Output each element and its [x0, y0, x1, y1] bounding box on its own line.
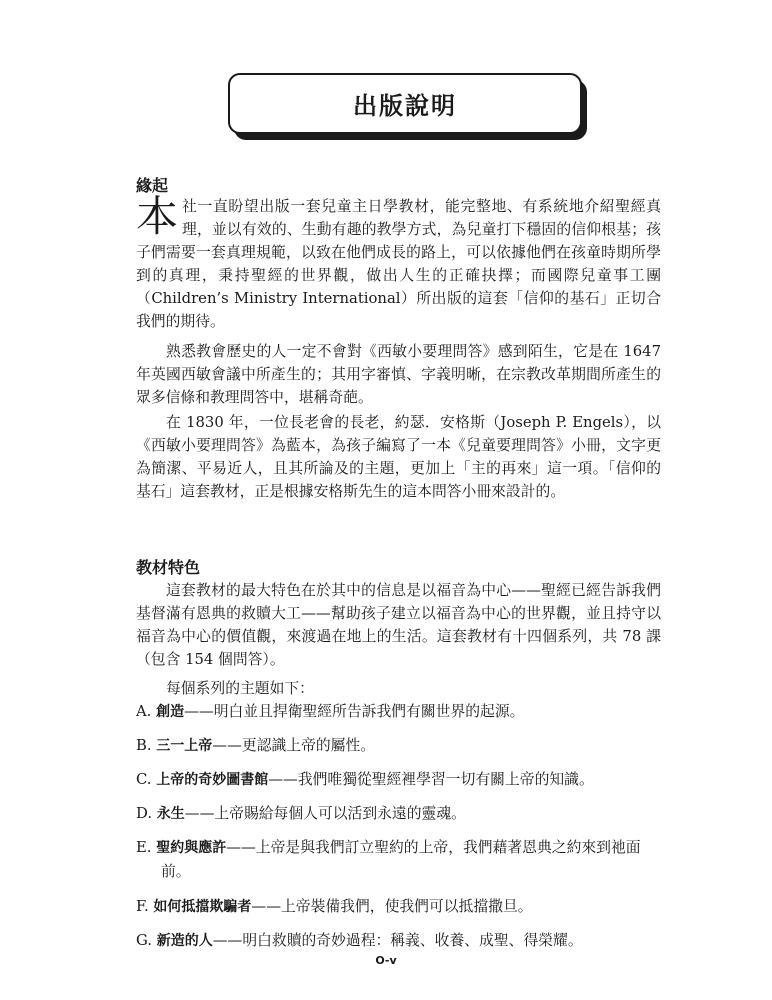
series-term: 永生 [156, 806, 185, 822]
series-list-item [136, 929, 666, 953]
series-list-item [136, 700, 666, 724]
section-heading-features: 教材特色 [136, 558, 201, 577]
series-description: ——明白救贖的奇妙過程：稱義、收養、成聖、得榮耀。 [212, 932, 583, 949]
series-term: 聖約與應許 [156, 840, 227, 856]
drop-cap: 本 [136, 192, 179, 241]
section-heading-origin: 緣起 [136, 176, 169, 195]
series-description: ——明白並且捍衛聖經所告訴我們有關世界的起源。 [184, 703, 525, 720]
series-list-item [136, 734, 666, 758]
series-term: 新造的人 [156, 933, 213, 949]
series-list-item [136, 768, 666, 792]
series-term: 三一上帝 [156, 738, 213, 754]
series-description: ——上帝裝備我們，使我們可以抵擋撒旦。 [251, 898, 533, 915]
series-term: 創造 [156, 704, 185, 720]
series-list [136, 700, 666, 963]
origin-paragraph-1-text: 社一直盼望出版一套兒童主日學教材，能完整地、有系統地介紹聖經真理，並以有效的、生動有趣的教學方式，為兒童打下穩固的信仰根基；孩子們需要一套真理規範，以致在他們成長的路上，可以依據他們在孩童時期所學到的真理，秉持聖經的世界觀，做出人生的正確抉擇；而國際兒童事工團（Children’s Ministry International）所出版的這套「信仰的基石」正切合我們的期待。 [136, 198, 661, 330]
page-title: 出版說明 [353, 92, 457, 120]
series-letter: G. [136, 932, 152, 949]
series-letter: A. [136, 703, 152, 720]
series-description: ——上帝賜給每個人可以活到永遠的靈魂。 [184, 805, 466, 822]
origin-paragraph-2: 熟悉教會歷史的人一定不會對《西敏小要理問答》感到陌生，它是在 1647 年英國西敏會議中所產生的；其用字審慎、字義明晰，在宗教改革期間所產生的眾多信條和教理問答中，堪稱奇葩。 [136, 343, 661, 406]
series-letter: B. [136, 737, 152, 754]
features-paragraph-2: 每個系列的主題如下： [166, 680, 314, 697]
series-list-item [136, 836, 666, 883]
series-letter: E. [136, 839, 152, 856]
series-list-item [136, 802, 666, 826]
series-term: 如何抵擋欺騙者 [153, 899, 252, 915]
origin-paragraph-3: 在 1830 年，一位長老會的長老，約瑟．安格斯（Joseph P. Engels），以《西敏小要理問答》為藍本，為孩子編寫了一本《兒童要理問答》小冊，文字更為簡潔、平易近人，且其所論及的主題，更加上「主的再來」這一項。「信仰的基石」這套教材，正是根據安格斯先生的這本問答小冊來設計的。 [136, 414, 661, 500]
series-description: ——上帝是與我們訂立聖約的上帝，我們藉著恩典之約來到祂面前。 [161, 839, 641, 880]
features-paragraph-1: 這套教材的最大特色在於其中的信息是以福音為中心——聖經已經告訴我們基督滿有恩典的救贖大工——幫助孩子建立以福音為中心的世界觀，並且持守以福音為中心的價值觀，來渡過在地上的生活。這套教材有十四個系列，共 78 課（包含 154 個問答）。 [136, 582, 661, 668]
series-description: ——更認識上帝的屬性。 [212, 737, 376, 754]
series-letter: F. [136, 898, 149, 915]
page-number: O-v [375, 954, 397, 967]
title-box [228, 73, 582, 134]
series-list-item [136, 895, 666, 919]
series-letter: D. [136, 805, 153, 822]
series-letter: C. [136, 771, 152, 788]
series-term: 上帝的奇妙圖書館 [156, 772, 269, 788]
origin-paragraph-1 [136, 192, 661, 333]
series-description: ——我們唯獨從聖經裡學習一切有關上帝的知識。 [268, 771, 594, 788]
